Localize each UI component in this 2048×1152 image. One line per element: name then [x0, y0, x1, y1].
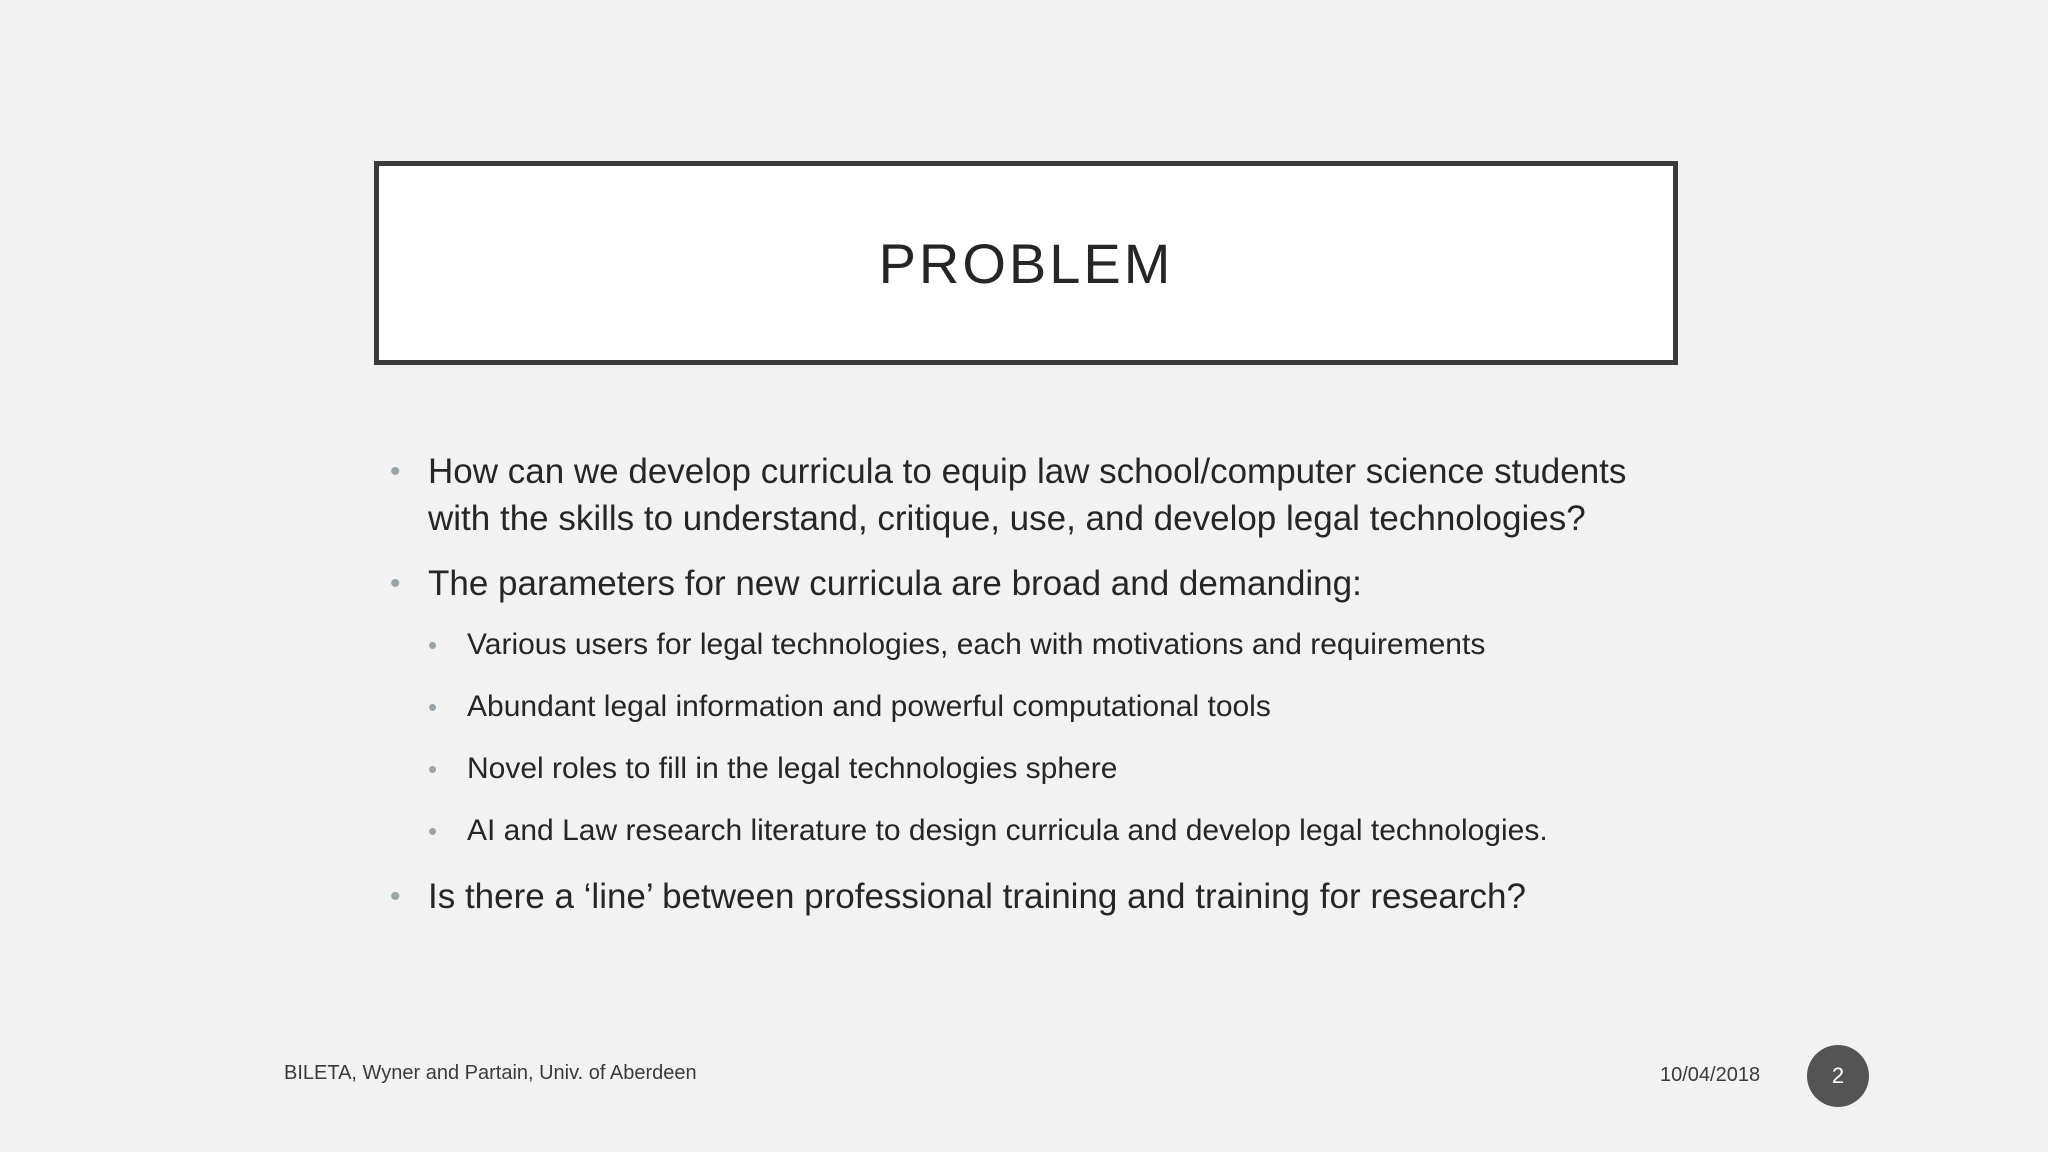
slide-title: PROBLEM: [878, 231, 1174, 295]
title-box: [374, 161, 1678, 365]
bullet-dot-icon: •: [428, 630, 438, 660]
slide-content: [388, 448, 1688, 938]
bullet-item: [388, 560, 1688, 607]
bullet-dot-icon: •: [428, 692, 438, 722]
bullet-text: Is there a ‘line’ between professional training and training for research?: [428, 877, 1526, 916]
bullet-item: [388, 873, 1688, 920]
sub-bullet-item: [388, 625, 1688, 665]
sub-bullet-text: AI and Law research literature to design curricula and develop legal technologies.: [467, 814, 1548, 847]
bullet-dot-icon: •: [390, 455, 401, 488]
footer-date: 10/04/2018: [1660, 1064, 1761, 1086]
sub-bullet-item: [388, 687, 1688, 727]
sub-bullet-list: [388, 625, 1688, 851]
sub-bullet-text: Various users for legal technologies, each with motivations and requirements: [467, 628, 1486, 661]
sub-bullet-text: Novel roles to fill in the legal technologies sphere: [467, 752, 1118, 785]
footer-text: BILETA, Wyner and Partain, Univ. of Aberdeen: [284, 1062, 697, 1084]
bullet-dot-icon: •: [428, 816, 438, 846]
bullet-dot-icon: •: [390, 567, 401, 600]
sub-bullet-item: [388, 749, 1688, 789]
bullet-dot-icon: •: [390, 880, 401, 913]
bullet-dot-icon: •: [428, 754, 438, 784]
bullet-text: How can we develop curricula to equip law school/computer science students with the skills to understand, critique, use, and develop legal technologies?: [428, 452, 1627, 538]
bullet-item: [388, 448, 1688, 542]
page-number-badge: 2: [1807, 1045, 1869, 1107]
sub-bullet-item: [388, 811, 1688, 851]
sub-bullet-text: Abundant legal information and powerful computational tools: [467, 690, 1271, 723]
bullet-text: The parameters for new curricula are broad and demanding:: [428, 564, 1362, 603]
